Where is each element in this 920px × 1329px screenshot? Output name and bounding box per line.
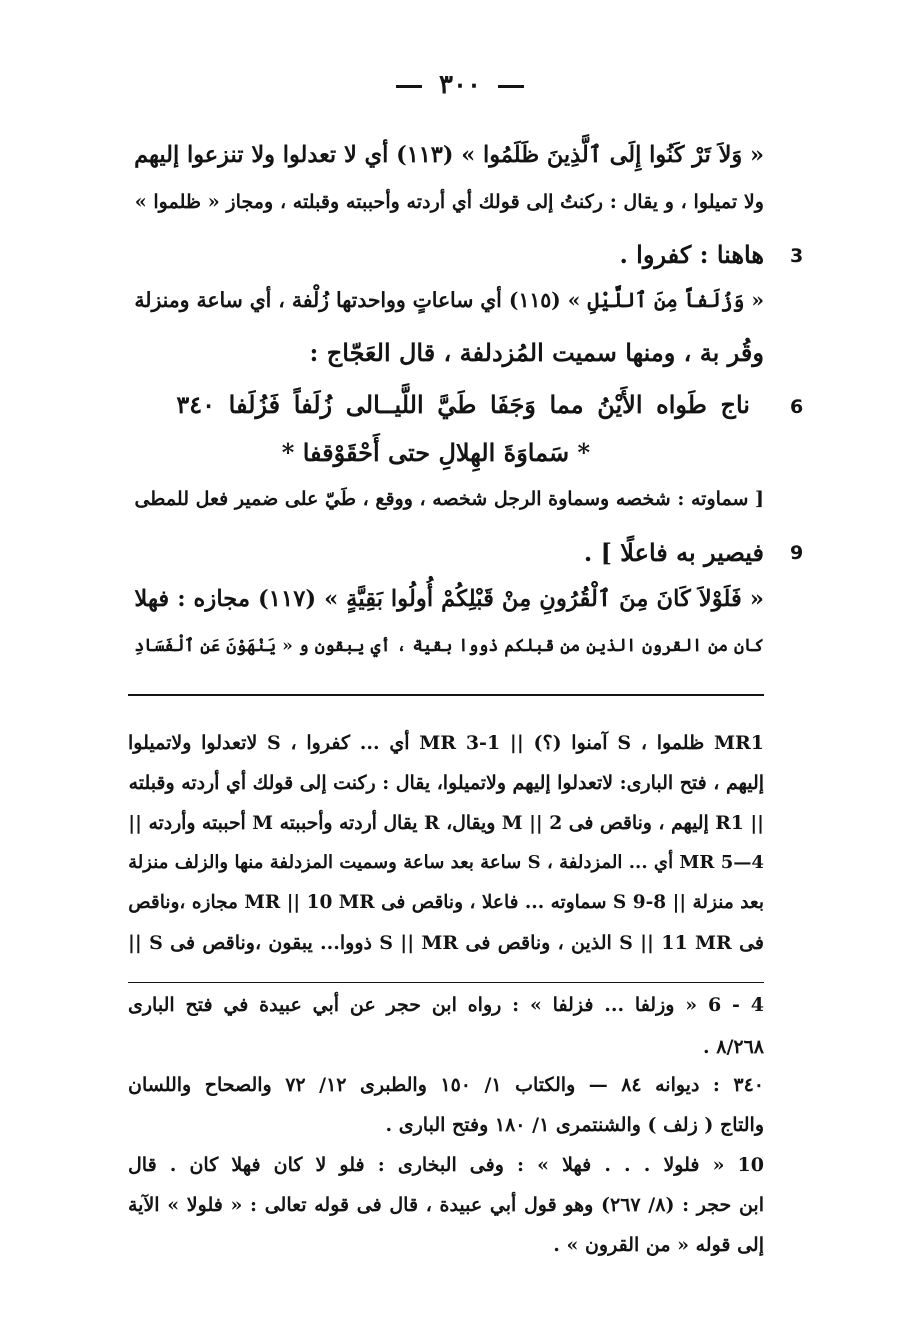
note-line: 4 - 6 « وزلفا ... فزلفا » : رواه ابن حجر عن أبي عبيدة في فتح البارى <box>128 994 764 1016</box>
apparatus-line: بعد منزلة || 8-9 S سماوته ... فاعلا ، وناقص فى MR || 10 MR مجازه ،وناقص <box>128 892 764 913</box>
note-line: ٣٤٠ : ديوانه ٨٤ — والكتاب ١/ ١٥٠ والطبرى ١٢/ ٧٢ والصحاح واللسان <box>128 1074 764 1096</box>
note-line: 10 « فلولا . . . فهلا » : وفى البخارى : فلو لا كان فهلا كان . قال <box>128 1154 764 1176</box>
main-line: « وَزُلَفاً مِنَ ٱللَّيْلِ » (١١٥) أي ساعاتٍ وواحدتها زُلْفة ، أي ساعة ومنزلة <box>134 288 764 312</box>
line-number: 6 <box>790 396 804 418</box>
page-header <box>0 70 920 100</box>
page-number: ٣٠٠ <box>439 70 481 100</box>
apparatus-line: إليهم ، فتح البارى: لاتعدلوا إليهم ولاتميلوا، يقال : ركنت إلى قولك أي أردته وقبلته <box>128 772 764 794</box>
main-line: فيصير به فاعلًا ] . <box>583 538 764 567</box>
apparatus-line: MR1 ظلموا ، S آمنوا (؟) || 1-3 MR أي ... كفروا ، S لاتعدلوا ولاتميلوا <box>127 732 764 754</box>
main-line: [ سماوته : شخصه وسماوة الرجل شخصه ، ووقع ، طَيّ على ضمير فعل للمطى <box>134 488 764 510</box>
apparatus-line: 4—5 MR أي ... المزدلفة ، S ساعة بعد ساعة وسميت المزدلفة منها والزلف منزلة <box>128 852 764 873</box>
verse-line: ناج طَواه الأَيْنُ مما وَجَفَا طَيَّ اللَّيــالى زُلَفاً فَزُلَفا ٣٤٠ <box>176 390 750 419</box>
header-dash-right <box>498 85 524 88</box>
note-line: والتاج ( زلف ) والشنتمرى ١/ ١٨٠ وفتح البارى . <box>385 1114 764 1136</box>
line-number: 3 <box>790 245 804 267</box>
line-number: 9 <box>790 542 804 564</box>
verse-line: * سَماوَةَ الهِلالِ حتى أَحْقَوْقفا * <box>281 438 590 467</box>
header-dash-left <box>396 85 422 88</box>
main-line: هاهنا : كفروا . <box>619 240 764 269</box>
main-line: « فَلَوْلاَ كَانَ مِنَ ٱلْقُرُونِ مِنْ قَبْلِكُمْ أُولُوا بَقِيَّةٍ » (١١٧) مجازه : فهلا <box>134 586 764 612</box>
apparatus-line: فى S || 11 MR الذين ، وناقص فى S || MR ذووا... يبقون ،وناقص فى S || <box>128 932 764 954</box>
main-line: وقُر بة ، ومنها سميت المُزدلفة ، قال العَجّاج : <box>309 338 764 367</box>
note-line: ٨/٢٦٨ . <box>703 1036 764 1058</box>
apparatus-line: || R1 إليهم ، وناقص فى M || 2 ويقال، R يقال أردته وأحببته M أحببته وأردته || <box>128 812 764 834</box>
main-line: « وَلاَ تَرْ كَنُوا إِلَى ٱلَّذِينَ ظَلَمُوا » (١١٣) أي لا تعدلوا ولا تنزعوا إليهم <box>134 142 764 168</box>
text-divider <box>128 694 764 696</box>
notes-divider <box>128 982 764 983</box>
main-line: ولا تميلوا ، و يقال : ركنتُ إلى قولك أي أردته وأحببته وقبلته ، ومجاز « ظلموا » <box>134 190 764 213</box>
note-line: ابن حجر : (٨/ ٢٦٧) وهو قول أبي عبيدة ، قال فى قوله تعالى : « فلولا » الآية <box>128 1194 764 1216</box>
note-line: إلى قوله « من القرون » . <box>553 1234 764 1256</box>
main-line: كان من القرون الذين من قبلكم ذووا بقية ، أي يبقون و « يَنْهَوْنَ عَنِ ٱلْفَسَادِ <box>134 636 764 656</box>
